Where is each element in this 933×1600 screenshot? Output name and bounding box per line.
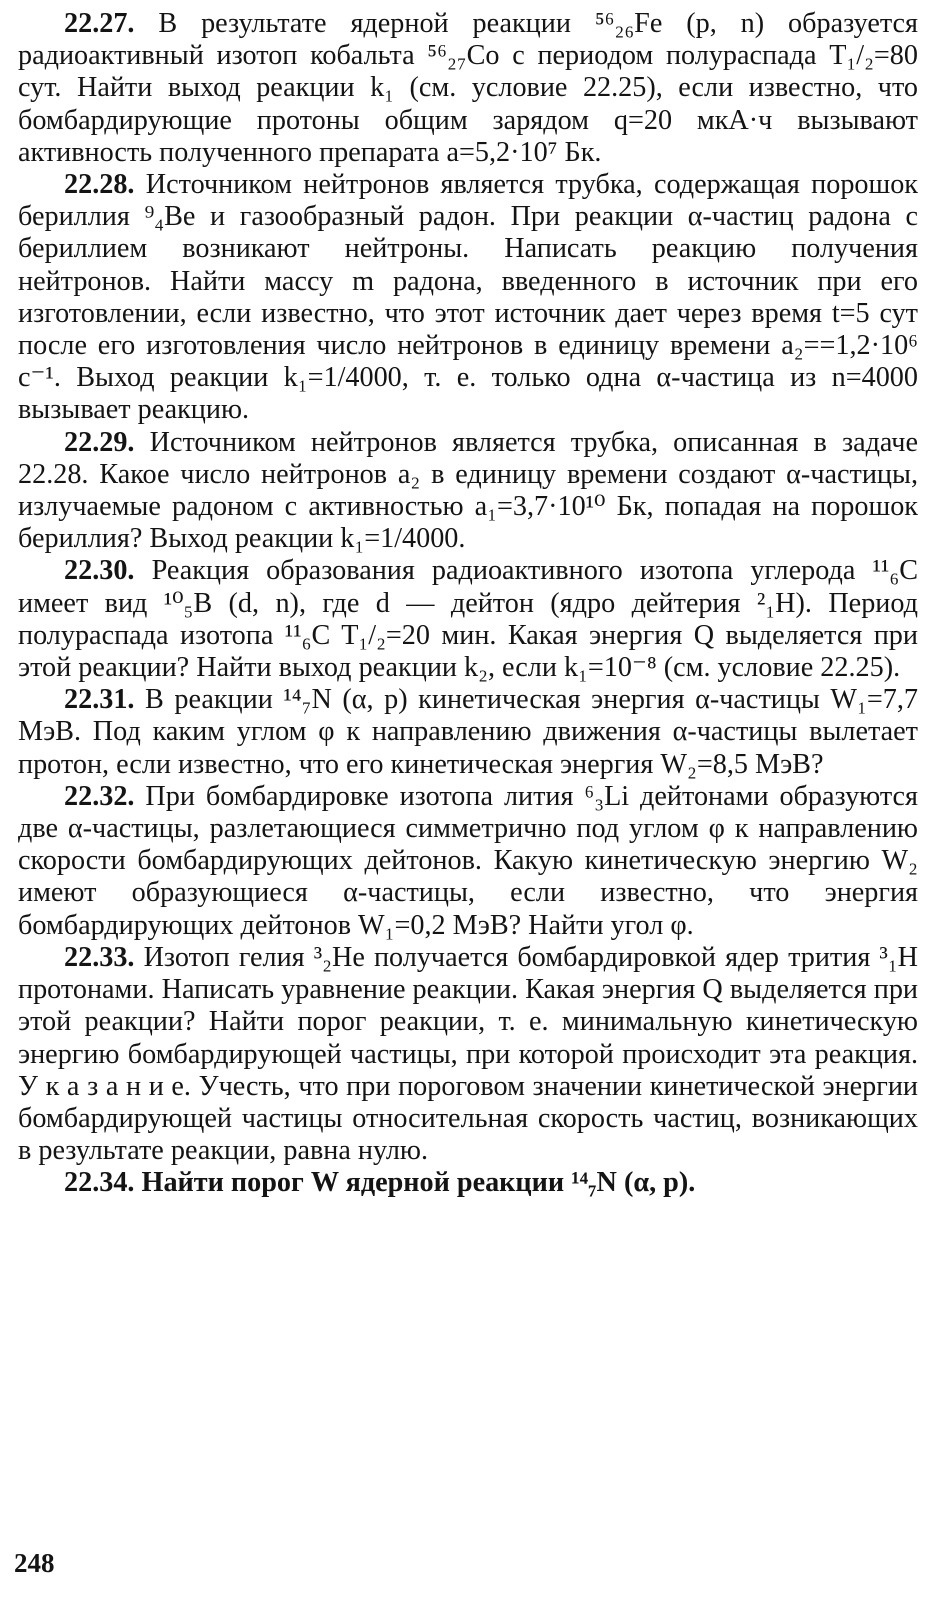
problem-number: 22.28. [64, 169, 135, 201]
problem-text: Найти порог W ядерной реакции ¹⁴₇N (α, p). [141, 1167, 696, 1199]
problem-22-28 [18, 169, 918, 427]
page-number: 248 [14, 1548, 55, 1578]
problem-22-29 [18, 427, 918, 556]
problem-22-30 [18, 555, 918, 684]
problem-22-33 [18, 942, 918, 1167]
problem-text: В результате ядерной реакции ⁵⁶₂₆Fe (p, n) образуется радиоактивный изотоп кобальта ⁵⁶₂₇Co с периодом полураспада T₁/₂=80 сут. Найти выход реакции k₁ (см. условие 22.25), если известно, что бомбардирующие протоны общим зарядом q=20 мкА·ч вызывают активность полученного препарата a=5,2·10⁷ Бк. [18, 8, 918, 168]
problem-22-34 [18, 1167, 918, 1199]
problem-text: В реакции ¹⁴₇N (α, p) кинетическая энергия α-частицы W₁=7,7 МэВ. Под каким углом φ к направлению движения α-частицы вылетает протон, если известно, что его кинетическая энергия W₂=8,5 МэВ? [18, 684, 918, 780]
problem-text: Реакция образования радиоактивного изотопа углерода ¹¹₆C имеет вид ¹⁰₅B (d, n), где d — дейтон (ядро дейтерия ²₁H). Период полураспада изотопа ¹¹₆C T₁/₂=20 мин. Какая энергия Q выделяется при этой реакции? Найти выход реакции k₂, если k₁=10⁻⁸ (см. условие 22.25). [18, 555, 918, 684]
problem-text: Изотоп гелия ³₂He получается бомбардировкой ядер трития ³₁H протонами. Написать уравнение реакции. Какая энергия Q выделяется при этой реакции? Найти порог реакции, т. е. минимальную кинетическую энергию бомбардирующей частицы, при которой происходит эта реакция. У к а з а н и е. Учесть, что при пороговом значении кинетической энергии бомбардирующей частицы относительная скорость частиц, возникающих в результате реакции, равна нулю. [18, 941, 919, 1167]
problem-text: При бомбардировке изотопа лития ⁶₃Li дейтонами образуются две α-частицы, разлетающиеся симметрично под углом φ к направлению скорости бомбардирующих дейтонов. Какую кинетическую энергию W₂ имеют образующиеся α-частицы, если известно, что энергия бомбардирующих дейтонов W₁=0,2 МэВ? Найти угол φ. [18, 780, 919, 941]
problem-number: 22.27. [64, 8, 135, 39]
problem-number: 22.33. [64, 941, 135, 973]
problem-number: 22.32. [64, 780, 135, 812]
problem-number: 22.29. [64, 426, 135, 458]
problem-text: Источником нейтронов является трубка, описанная в задаче 22.28. Какое число нейтронов a₂ в единицу времени создают α-частицы, излучаемые радоном с активностью a₁=3,7·10¹⁰ Бк, попадая на порошок бериллия? Выход реакции k₁=1/4000. [18, 426, 918, 555]
problem-number: 22.31. [64, 684, 135, 716]
problem-22-31 [18, 684, 918, 781]
problem-22-27 [18, 8, 918, 169]
problem-22-32 [18, 781, 918, 942]
problem-list [18, 8, 918, 1200]
problem-number: 22.30. [64, 555, 135, 587]
problem-number: 22.34. [64, 1167, 135, 1199]
problem-text: Источником нейтронов является трубка, содержащая порошок бериллия ⁹₄Be и газообразный радон. При реакции α-частиц радона с бериллием возникают нейтроны. Написать реакцию получения нейтронов. Найти массу m радона, введенного в источник при его изготовлении, если известно, что этот источник дает через время t=5 сут после его изготовления число нейтронов в единицу времени a₂==1,2·10⁶ с⁻¹. Выход реакции k₁=1/4000, т. е. только одна α-частица из n=4000 вызывает реакцию. [18, 169, 919, 426]
